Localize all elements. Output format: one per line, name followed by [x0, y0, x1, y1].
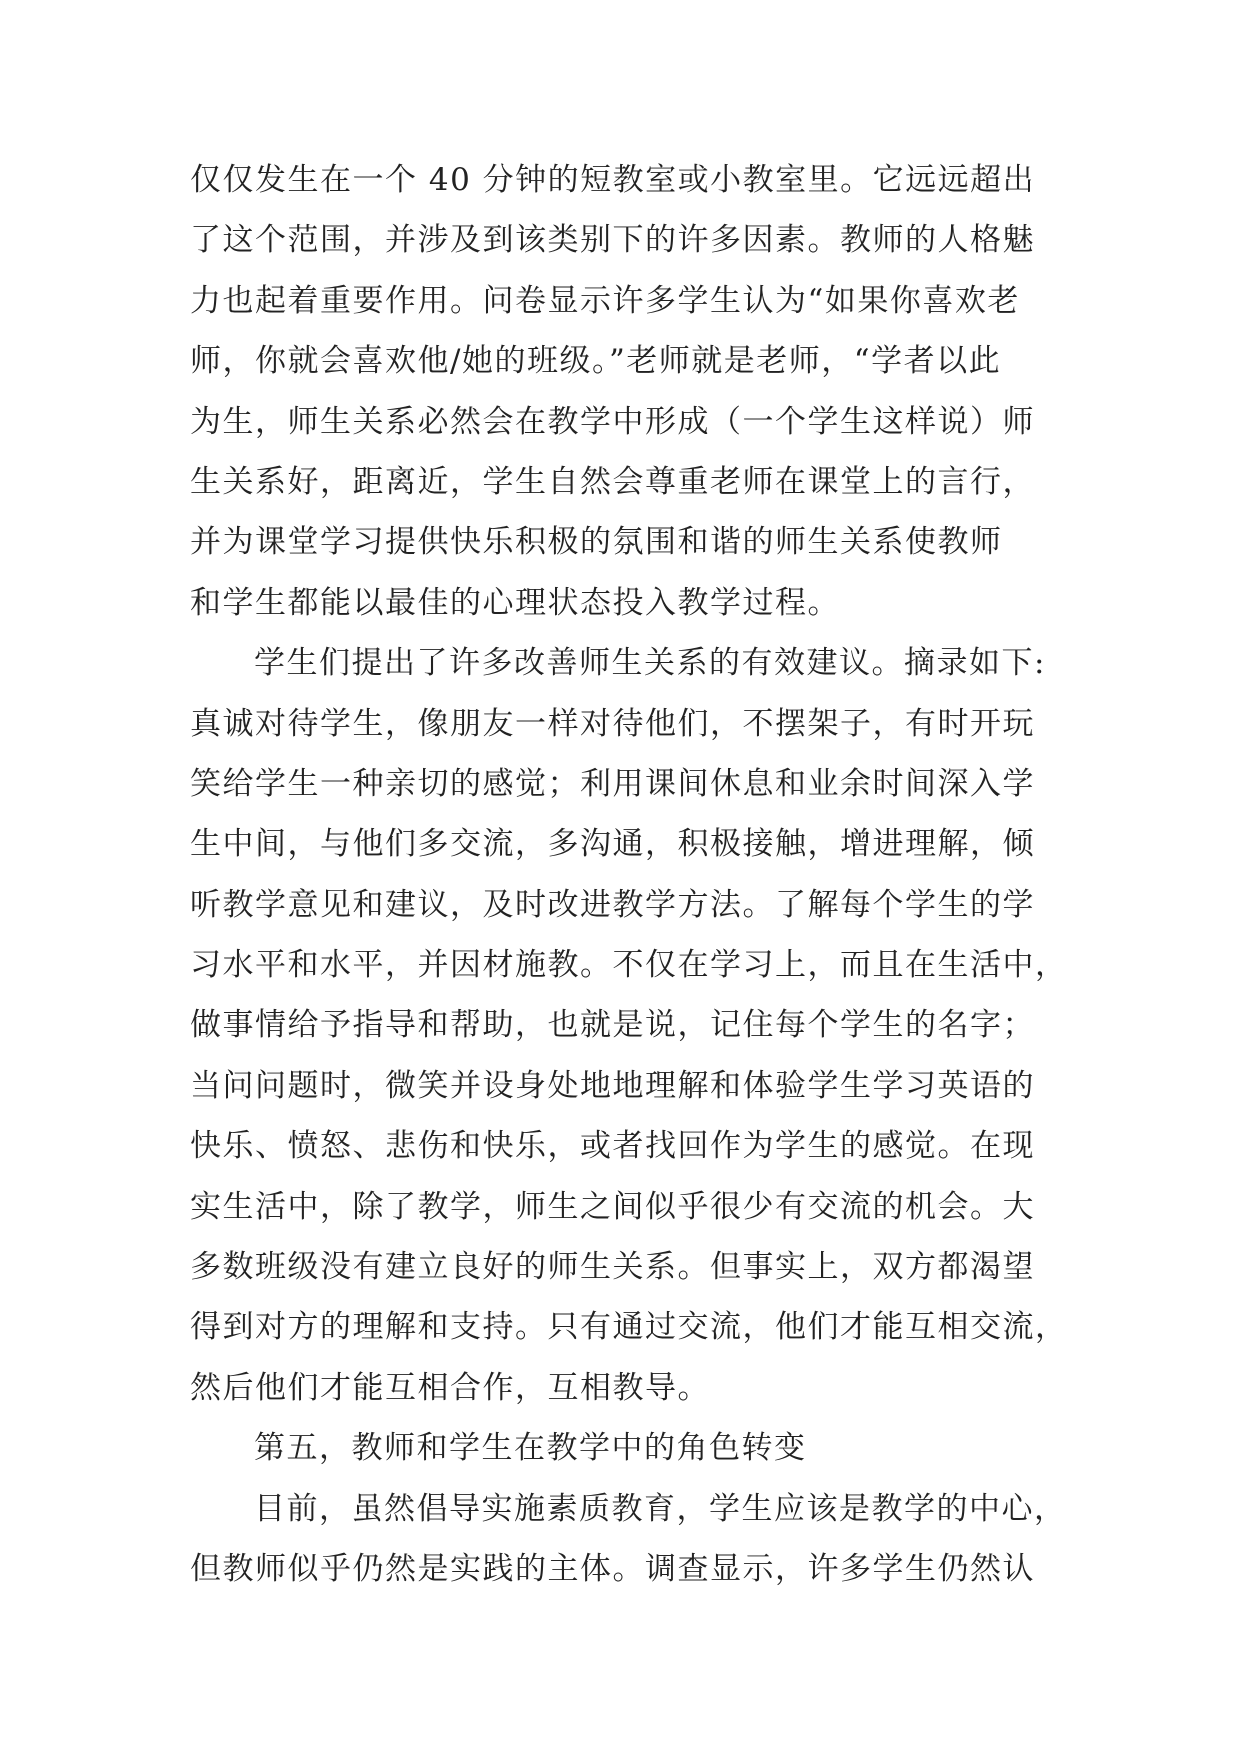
text-line: 生关系好，距离近，学生自然会尊重老师在课堂上的言行， [190, 463, 1035, 500]
text-line: 得到对方的理解和支持。只有通过交流，他们才能互相交流， [190, 1309, 1068, 1346]
section-heading: 第五，教师和学生在教学中的角色转变 [254, 1430, 807, 1467]
text-line: 然后他们才能互相合作，互相教导。 [190, 1369, 710, 1406]
text-line: 仅仅发生在一个 40 分钟的短教室或小教室里。它远远超出 [190, 162, 1036, 198]
text-line: 笑给学生一种亲切的感觉；利用课间休息和业余时间深入学 [190, 765, 1035, 802]
text-line: 当问问题时，微笑并设身处地地理解和体验学生学习英语的 [190, 1067, 1035, 1104]
text-line: 并为课堂学习提供快乐积极的氛围和谐的师生关系使教师 [190, 524, 1003, 561]
paragraph-start-line: 学生们提出了许多改善师生关系的有效建议。摘录如下: [254, 645, 1046, 682]
text-line: 实生活中，除了教学，师生之间似乎很少有交流的机会。大 [190, 1188, 1035, 1225]
text-line: 师，你就会喜欢他/她的班级。”老师就是老师，“学者以此 [190, 343, 1002, 380]
text-line: 习水平和水平，并因材施教。不仅在学习上，而且在生活中， [190, 947, 1068, 984]
text-line: 力也起着重要作用。问卷显示许多学生认为“如果你喜欢老 [190, 282, 1020, 319]
text-line: 听教学意见和建议，及时改进教学方法。了解每个学生的学 [190, 886, 1035, 923]
text-line: 真诚对待学生，像朋友一样对待他们，不摆架子，有时开玩 [190, 705, 1035, 742]
text-line: 为生，师生关系必然会在教学中形成（一个学生这样说）师 [190, 403, 1035, 440]
text-line: 但教师似乎仍然是实践的主体。调查显示，许多学生仍然认 [190, 1550, 1035, 1587]
text-line: 快乐、愤怒、悲伤和快乐，或者找回作为学生的感觉。在现 [190, 1128, 1035, 1165]
body-text [190, 150, 1068, 1599]
text-line: 做事情给予指导和帮助，也就是说，记住每个学生的名字； [190, 1007, 1035, 1044]
text-line: 生中间，与他们多交流，多沟通，积极接触，增进理解，倾 [190, 826, 1035, 863]
text-line: 了这个范围，并涉及到该类别下的许多因素。教师的人格魅 [190, 222, 1035, 259]
paragraph-start-line: 目前，虽然倡导实施素质教育，学生应该是教学的中心， [254, 1490, 1067, 1527]
text-line: 和学生都能以最佳的心理状态投入教学过程。 [190, 584, 840, 621]
text-line: 多数班级没有建立良好的师生关系。但事实上，双方都渴望 [190, 1249, 1035, 1286]
